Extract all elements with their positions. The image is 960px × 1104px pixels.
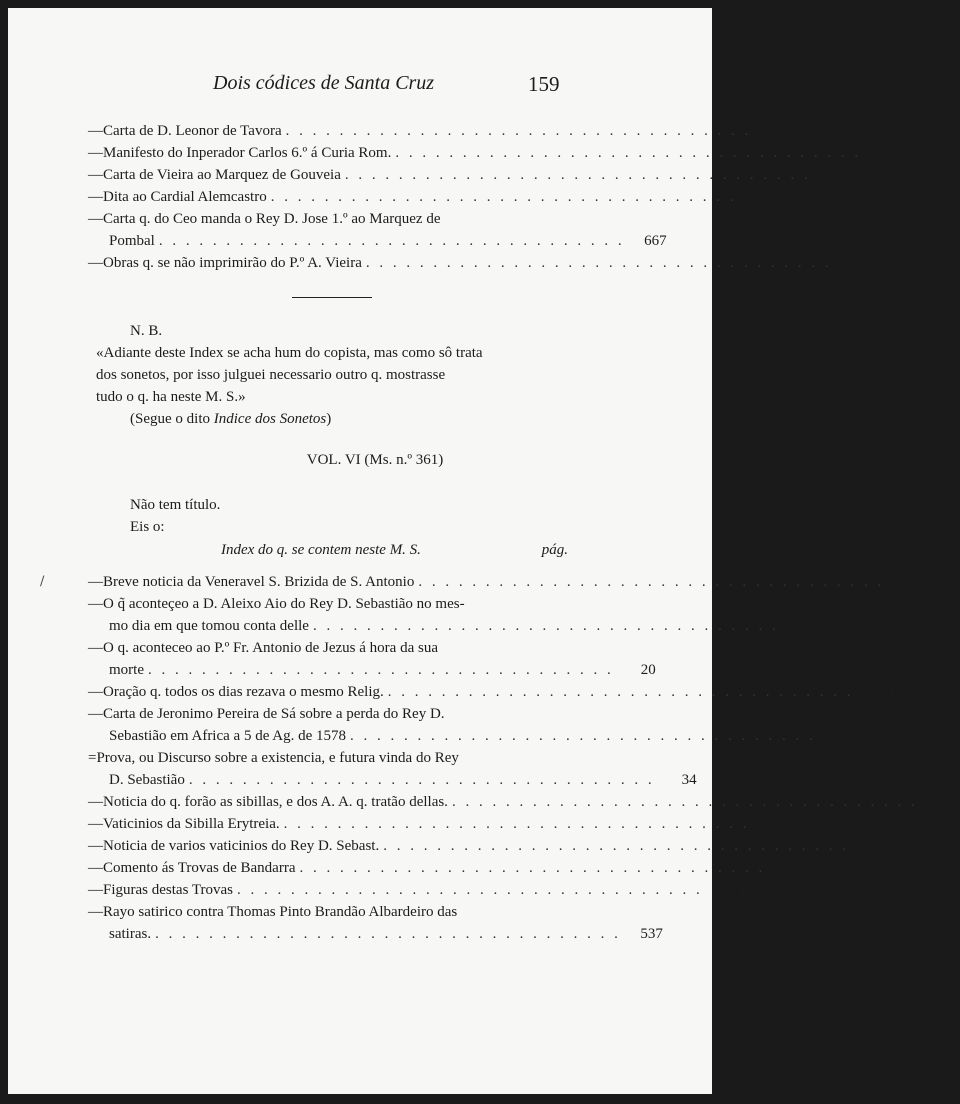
dot-leader: . . . . . . . . . . . . . . . . . . . . . . . . . . . . . . . . . . . — [451, 794, 918, 810]
toc-entry-page: 679 — [851, 255, 874, 271]
dot-leader: . . . . . . . . . . . . . . . . . . . . . . . . . . . . . . . . . . . — [188, 772, 655, 788]
nb-quote-line: «Adiante deste Index se acha hum do copista, mas como sô trata — [96, 345, 483, 361]
nb-label: N. B. — [130, 323, 163, 339]
toc-entry-text: —Carta de D. Leonor de Tavora — [88, 123, 282, 139]
toc-entry — [88, 252, 874, 274]
toc-entry-text: —Noticia de varios vaticinios do Rey D. Sebast. — [88, 838, 380, 854]
nb-follow-prefix: (Segue o dito — [130, 411, 214, 427]
toc-entry-page: 496 — [868, 838, 891, 854]
toc-entry — [88, 571, 927, 593]
volume-heading: VOL. VI (Ms. n.º 361) — [306, 452, 444, 468]
dot-leader: . . . . . . . . . . . . . . . . . . . . . . . . . . . . . . . . . . . — [418, 574, 885, 590]
toc-entry-text: satiras. — [109, 926, 152, 942]
toc-entry-page: 515 — [784, 860, 808, 876]
toc-entry-page: 663 — [830, 167, 853, 183]
toc-entry-text: —Carta de Jeronimo Pereira de Sá sobre a perda do Rey D. — [88, 706, 445, 722]
toc-entry-text: —Breve noticia da Veneravel S. Brizida de S. Antonio — [88, 574, 415, 590]
document-page — [8, 8, 960, 1094]
dot-leader: . . . . . . . . . . . . . . . . . . . . . . . . . . . . . . . . . . . — [285, 123, 752, 139]
toc-entry-text: Pombal — [109, 233, 155, 249]
toc-entry — [88, 747, 697, 791]
dot-leader: . . . . . . . . . . . . . . . . . . . . . . . . . . . . . . . . . . . — [387, 684, 854, 700]
no-title-note — [130, 494, 220, 538]
toc-entry-text: Sebastião em Africa a 5 de Ag. de 1578 — [109, 728, 347, 744]
toc-entry-page: 534 — [722, 882, 745, 898]
margin-mark: / — [40, 574, 45, 589]
toc-entry-page: 20 — [640, 662, 656, 678]
toc-entry-page: 19 — [805, 618, 821, 634]
toc-entry-text: morte — [109, 662, 144, 678]
toc-entry-page: 23 — [842, 728, 858, 744]
index-header — [88, 542, 568, 562]
toc-entry-page: 411 — [937, 794, 960, 810]
toc-top-list — [88, 120, 904, 274]
toc-entry-text: —Carta q. do Ceo manda o Rey D. Jose 1.º ao Marquez de — [88, 211, 441, 227]
toc-entry-text: —Noticia do q. forão as sibillas, e dos A. A. q. tratão dellas. — [88, 794, 448, 810]
toc-entry-page: 667 — [644, 233, 667, 249]
toc-entry-text: —Dita ao Cardial Alemcastro — [88, 189, 267, 205]
toc-entry — [88, 208, 667, 252]
toc-entry — [88, 703, 858, 747]
toc-entry-page: 537 — [640, 926, 663, 942]
nota-bene — [88, 320, 538, 430]
toc-entry-page: 34 — [681, 772, 697, 788]
toc-entry-page: 629 — [880, 145, 904, 161]
toc-entry-text: —O q̃ aconteçeo a D. Aleixo Aio do Rey D. Sebastião no mes- — [88, 596, 465, 612]
toc-entry-text: —Comento ás Trovas de Bandarra — [88, 860, 296, 876]
dot-leader: . . . . . . . . . . . . . . . . . . . . . . . . . . . . . . . . . . . — [299, 860, 766, 876]
dot-leader: . . . . . . . . . . . . . . . . . . . . . . . . . . . . . . . . . . . — [350, 728, 816, 744]
dot-leader: . . . . . . . . . . . . . . . . . . . . . . . . . . . . . . . . . . . — [237, 882, 703, 898]
toc-bottom-list — [88, 571, 960, 945]
dot-leader: . . . . . . . . . . . . . . . . . . . . . . . . . . . . . . . . . . . — [283, 816, 750, 832]
toc-entry-text: —Figuras destas Trovas — [88, 882, 234, 898]
toc-entry-text: —Obras q. se não imprimirão do P.º A. Vieira — [88, 255, 362, 271]
toc-entry-page: 692 — [770, 123, 794, 139]
toc-entry-text: —Rayo satirico contra Thomas Pinto Brandão Albardeiro das — [88, 904, 458, 920]
toc-entry — [88, 901, 663, 945]
toc-entry-text: —Manifesto do Inperador Carlos 6.º á Curia Rom. — [88, 145, 392, 161]
eis-line: Eis o: — [130, 519, 165, 535]
dot-leader: . . . . . . . . . . . . . . . . . . . . . . . . . . . . . . . . . . . — [383, 838, 849, 854]
dot-leader: . . . . . . . . . . . . . . . . . . . . . . . . . . . . . . . . . . . — [395, 145, 862, 161]
toc-entry — [88, 142, 904, 164]
toc-entry-text: —Carta de Vieira ao Marquez de Gouveia — [88, 167, 341, 183]
page-number: 159 — [528, 72, 560, 96]
toc-entry — [88, 120, 794, 142]
toc-entry-text: D. Sebastião — [109, 772, 185, 788]
toc-entry-text: —O q. aconteceo ao P.º Fr. Antonio de Jezus á hora da sua — [88, 640, 438, 656]
dot-leader: . . . . . . . . . . . . . . . . . . . . . . . . . . . . . . . . . . . — [155, 926, 621, 942]
toc-entry-text: =Prova, ou Discurso sobre a existencia, e futura vinda do Rey — [88, 750, 459, 766]
dot-leader: . . . . . . . . . . . . . . . . . . . . . . . . . . . . . . . . . . . — [158, 233, 625, 249]
running-head — [8, 72, 712, 100]
nb-follow-suffix: ) — [326, 411, 332, 427]
toc-entry-page: 1 — [918, 574, 927, 590]
dot-leader: . . . . . . . . . . . . . . . . . . . . . . . . . . . . . . . . . . . — [344, 167, 811, 183]
toc-entry — [88, 857, 808, 879]
toc-entry-text: mo dia em que tomou conta delle — [109, 618, 309, 634]
toc-entry-page: 429 — [768, 816, 792, 832]
toc-entry — [88, 835, 891, 857]
nb-quote-line: tudo o q. ha neste M. S.» — [96, 389, 246, 405]
dot-leader: . . . . . . . . . . . . . . . . . . . . . . . . . . . . . . . . . . . — [312, 618, 779, 634]
nb-quote-line: dos sonetos, por isso julguei necessario outro q. mostrasse — [96, 367, 446, 383]
dot-leader: . . . . . . . . . . . . . . . . . . . . . . . . . . . . . . . . . . . — [365, 255, 832, 271]
page-column-label: pág. — [541, 542, 568, 558]
toc-entry-page: 665 — [755, 189, 779, 205]
toc-entry-text: —Oração q. todos os dias rezava o mesmo Relig. — [88, 684, 384, 700]
section-divider — [292, 297, 372, 298]
toc-entry-page: 21 — [880, 684, 896, 700]
dot-leader: . . . . . . . . . . . . . . . . . . . . . . . . . . . . . . . . . . . — [148, 662, 614, 678]
toc-entry — [88, 186, 779, 208]
toc-entry — [88, 164, 853, 186]
nb-follow-italic: Indice dos Sonetos — [213, 411, 327, 427]
toc-entry — [88, 813, 792, 835]
dot-leader: . . . . . . . . . . . . . . . . . . . . . . . . . . . . . . . . . . . — [270, 189, 737, 205]
nb-quote — [88, 342, 538, 408]
toc-entry — [88, 879, 745, 901]
index-title: Index do q. se contem neste M. S. — [221, 542, 421, 558]
toc-entry — [88, 593, 821, 637]
toc-entry-text: —Vaticinios da Sibilla Erytreia. — [88, 816, 280, 832]
toc-entry — [88, 681, 896, 703]
toc-entry — [88, 637, 656, 681]
running-title: Dois códices de Santa Cruz — [213, 72, 435, 94]
nb-follow-note — [88, 408, 538, 430]
toc-entry — [88, 791, 960, 813]
no-title-line: Não tem título. — [130, 497, 221, 513]
